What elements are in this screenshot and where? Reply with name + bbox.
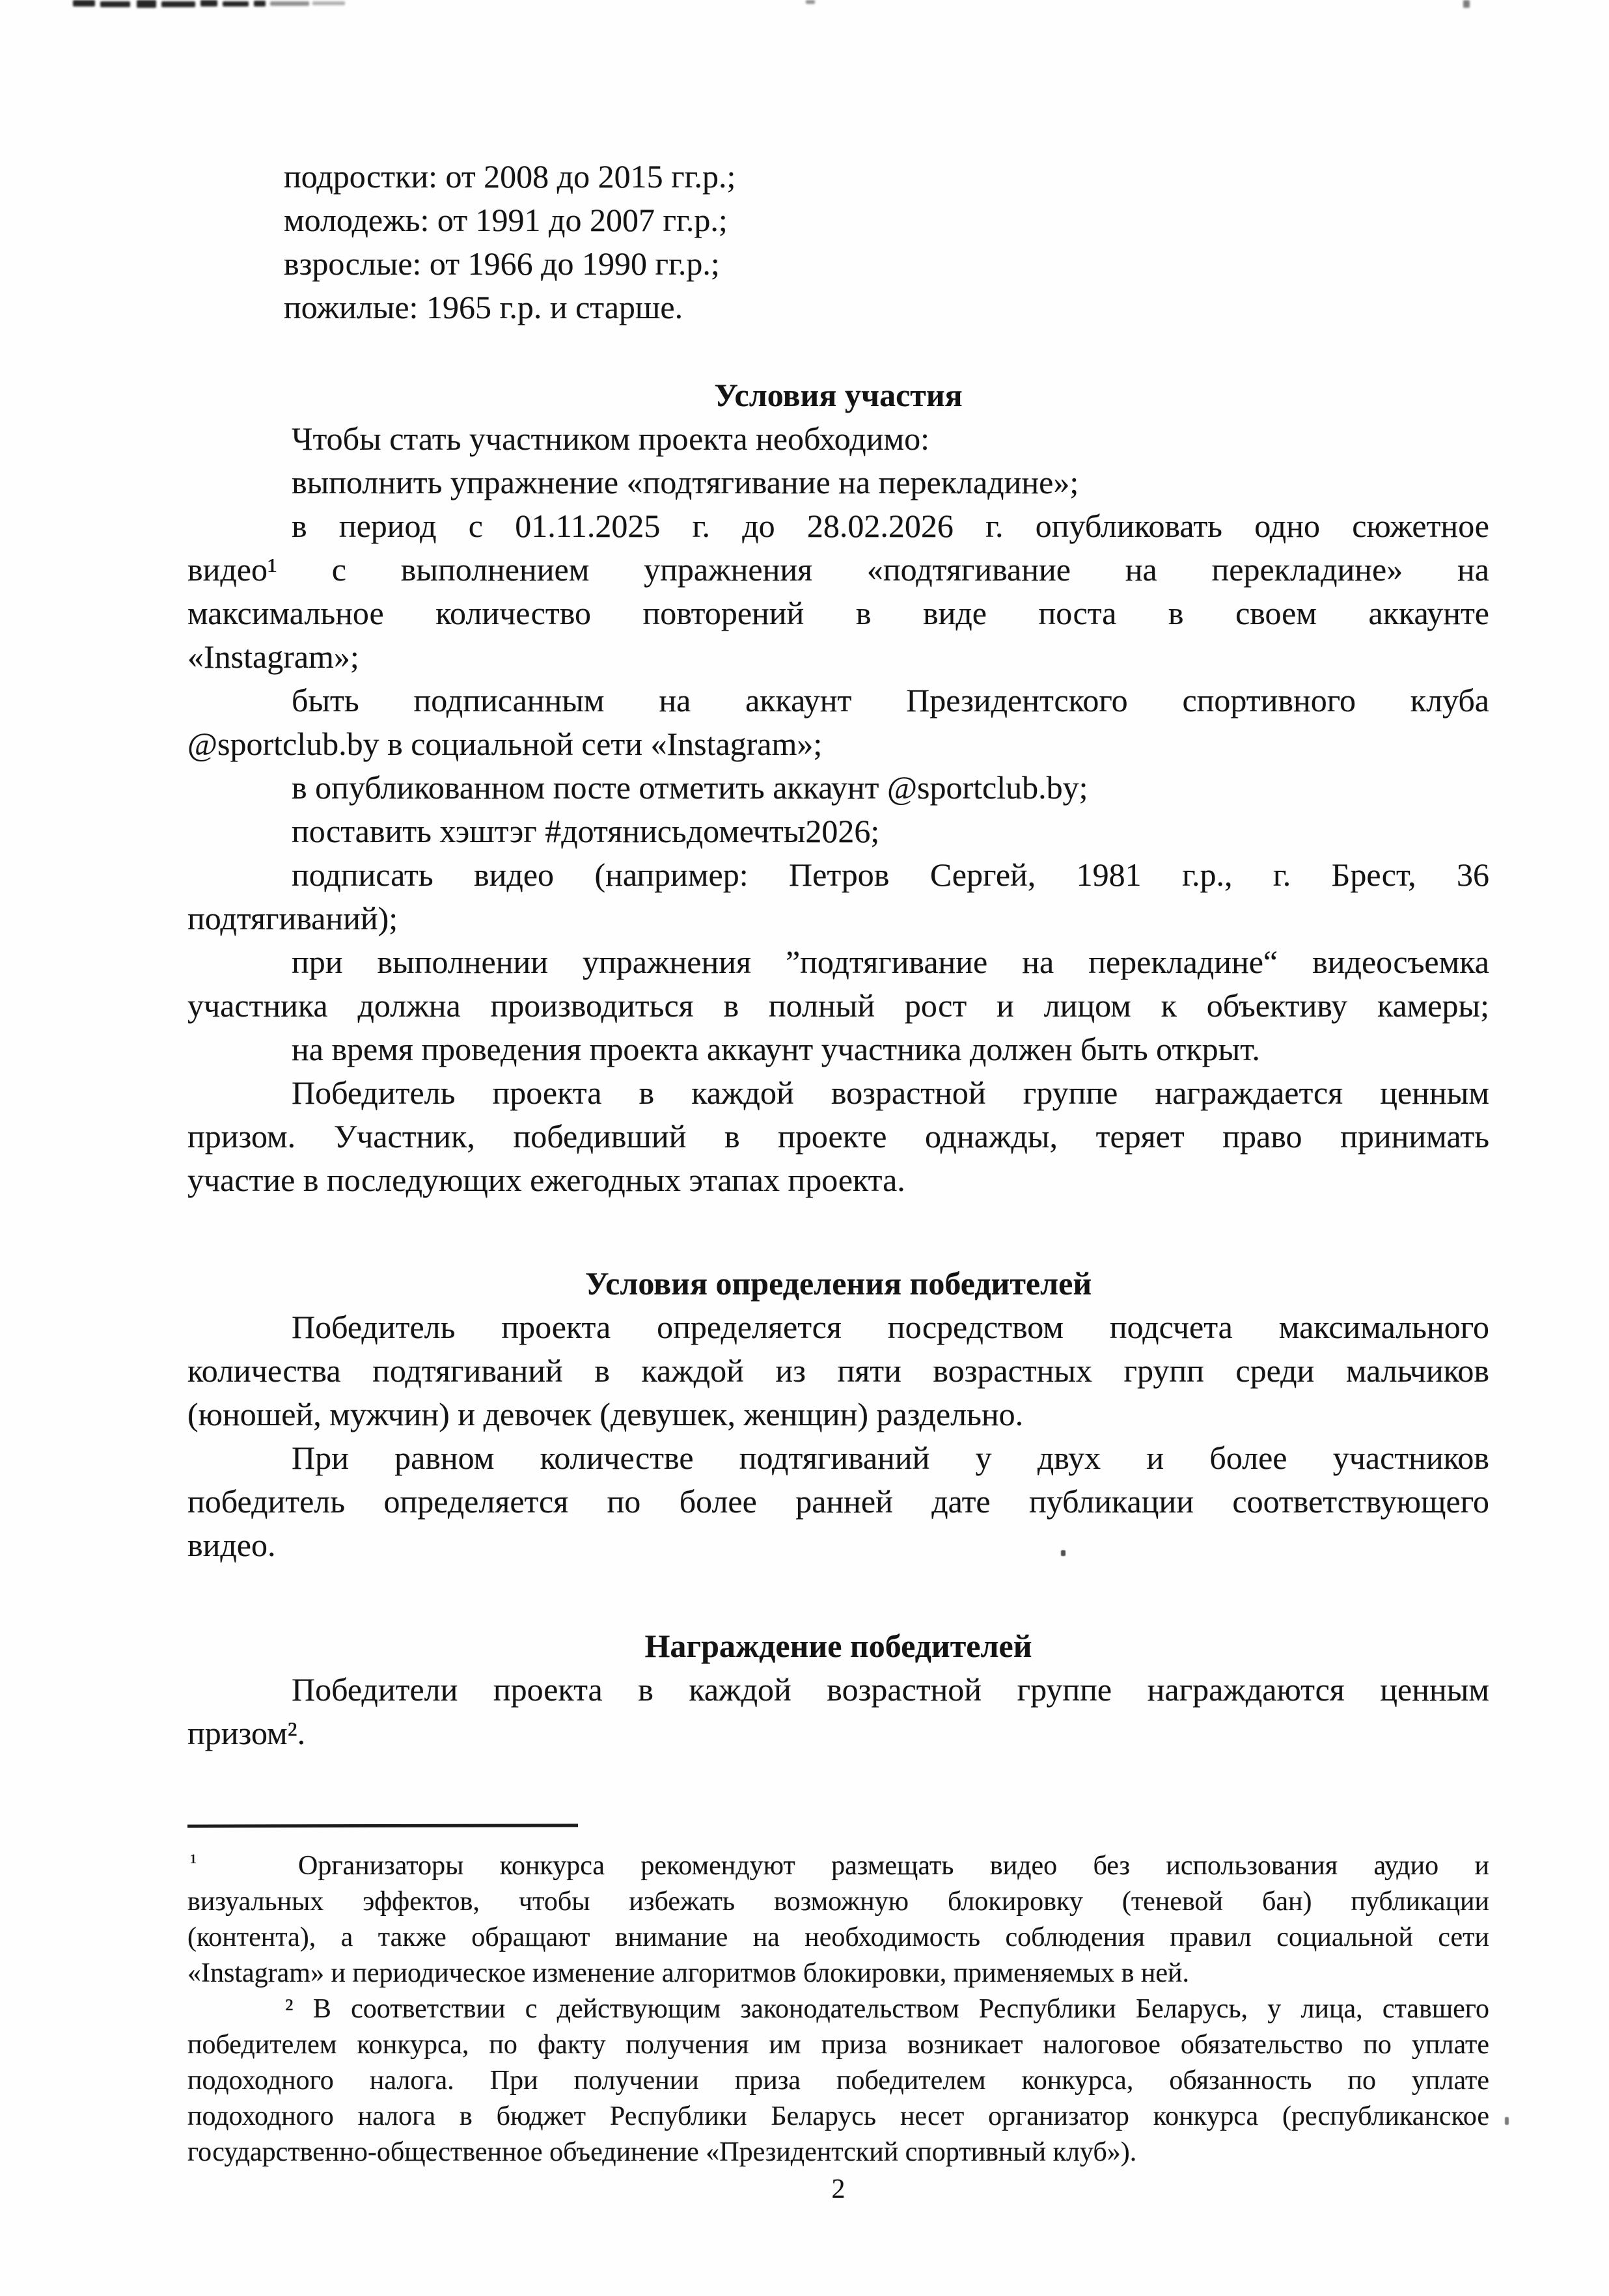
footnote-line: (контента), а также обращают внимание на необходимость соблюдения правил социальной сети bbox=[187, 1922, 1489, 1952]
document-text-block bbox=[187, 155, 1489, 2207]
paragraph-line: Победитель проекта в каждой возрастной группе награждается ценным bbox=[292, 1074, 1489, 1111]
paragraph-line: поставить хэштэг #дотянисьдомечты2026; bbox=[292, 813, 880, 849]
paragraph-line: видео. bbox=[187, 1527, 276, 1563]
footnotes bbox=[187, 1848, 1489, 2170]
scan-speck bbox=[254, 1, 266, 7]
footnote-text: Организаторы конкурса рекомендуют размещать видео без использования аудио и bbox=[298, 1851, 1489, 1881]
paragraph-line: При равном количестве подтягиваний у двух и более участников bbox=[292, 1440, 1489, 1476]
paragraph-line: выполнить упражнение «подтягивание на перекладине»; bbox=[292, 464, 1079, 500]
footnote-line: визуальных эффектов, чтобы избежать возможную блокировку (теневой бан) публикации bbox=[187, 1887, 1489, 1917]
scan-speck bbox=[100, 1, 130, 7]
age-group-line: подростки: от 2008 до 2015 гг.р.; bbox=[284, 158, 736, 195]
paragraph-line: призом². bbox=[187, 1715, 306, 1751]
scan-speck bbox=[1463, 0, 1470, 8]
scan-speck bbox=[137, 0, 156, 8]
paragraph-line: на время проведения проекта аккаунт участника должен быть открыт. bbox=[292, 1031, 1260, 1067]
scan-speck bbox=[161, 1, 195, 7]
paragraph-line: призом. Участник, победивший в проекте однажды, теряет право принимать bbox=[187, 1118, 1489, 1155]
paragraph-line: участника должна производиться в полный рост и лицом к объективу камеры; bbox=[187, 987, 1489, 1024]
paragraph-line: в опубликованном посте отметить аккаунт @sportclub.by; bbox=[292, 769, 1088, 806]
paragraph-line: @sportclub.by в социальной сети «Instagram»; bbox=[187, 726, 823, 762]
scan-speck bbox=[73, 0, 95, 7]
age-group-line: пожилые: 1965 г.р. и старше. bbox=[284, 289, 683, 325]
paragraph-line: победитель определяется по более ранней дате публикации соответствующего bbox=[187, 1483, 1489, 1520]
paragraph-line: (юношей, мужчин) и девочек (девушек, женщин) раздельно. bbox=[187, 1396, 1024, 1432]
footnote-line: победителем конкурса, по факту получения им приза возникает налоговое обязательство по уплате bbox=[187, 2030, 1489, 2060]
footnote-line: ² В соответствии с действующим законодательством Республики Беларусь, у лица, ставшего bbox=[285, 1994, 1489, 2024]
section-heading-participation: Условия участия bbox=[714, 377, 963, 413]
paragraph-line: подписать видео (например: Петров Сергей, 1981 г.р., г. Брест, 36 bbox=[292, 856, 1489, 893]
paragraph-line: быть подписанным на аккаунт Президентского спортивного клуба bbox=[292, 682, 1489, 718]
age-group-line: взрослые: от 1966 до 1990 гг.р.; bbox=[284, 245, 720, 282]
footnote-separator bbox=[187, 1824, 578, 1827]
page-number: 2 bbox=[831, 2174, 846, 2204]
footnote-line: «Instagram» и периодическое изменение алгоритмов блокировки, применяемых в ней. bbox=[187, 1958, 1190, 1988]
scan-speck bbox=[223, 1, 249, 7]
paragraph-line: видео¹ с выполнением упражнения «подтягивание на перекладине» на bbox=[187, 551, 1489, 588]
footnote-line: государственно-общественное объединение «Президентский спортивный клуб»). bbox=[187, 2137, 1137, 2167]
paragraph-line: Чтобы стать участником проекта необходимо: bbox=[292, 420, 929, 457]
footnote-line: подоходного налога в бюджет Республики Беларусь несет организатор конкурса (республиканское bbox=[187, 2101, 1489, 2131]
scan-speck bbox=[1505, 2117, 1509, 2125]
paragraph-line: в период с 01.11.2025 г. до 28.02.2026 г. опубликовать одно сюжетное bbox=[292, 508, 1489, 544]
scan-speck bbox=[200, 0, 217, 7]
scan-speck bbox=[270, 1, 309, 6]
footnote-line bbox=[187, 1848, 1489, 1884]
paragraph-line: подтягиваний); bbox=[187, 900, 398, 936]
footnote-marker-1: ¹ bbox=[190, 1850, 197, 1874]
age-group-line: молодежь: от 1991 до 2007 гг.р.; bbox=[284, 202, 728, 238]
paragraph-line: «Instagram»; bbox=[187, 638, 359, 675]
scan-speck bbox=[806, 0, 815, 4]
paragraph-line: количества подтягиваний в каждой из пяти возрастных групп среди мальчиков bbox=[187, 1352, 1489, 1389]
scan-speck bbox=[312, 1, 345, 5]
paragraph-line: Победитель проекта определяется посредством подсчета максимального bbox=[292, 1309, 1489, 1345]
paragraph-line: Победители проекта в каждой возрастной группе награждаются ценным bbox=[292, 1671, 1489, 1708]
paragraph-line: участие в последующих ежегодных этапах проекта. bbox=[187, 1162, 905, 1198]
section-heading-awards: Награждение победителей bbox=[644, 1628, 1032, 1664]
paragraph-line: при выполнении упражнения ”подтягивание на перекладине“ видеосъемка bbox=[292, 944, 1489, 980]
footnote-line: подоходного налога. При получении приза победителем конкурса, обязанность по уплате bbox=[187, 2066, 1489, 2096]
section-heading-winner-determination: Условия определения победителей bbox=[584, 1265, 1092, 1302]
paragraph-line: максимальное количество повторений в виде поста в своем аккаунте bbox=[187, 595, 1489, 631]
